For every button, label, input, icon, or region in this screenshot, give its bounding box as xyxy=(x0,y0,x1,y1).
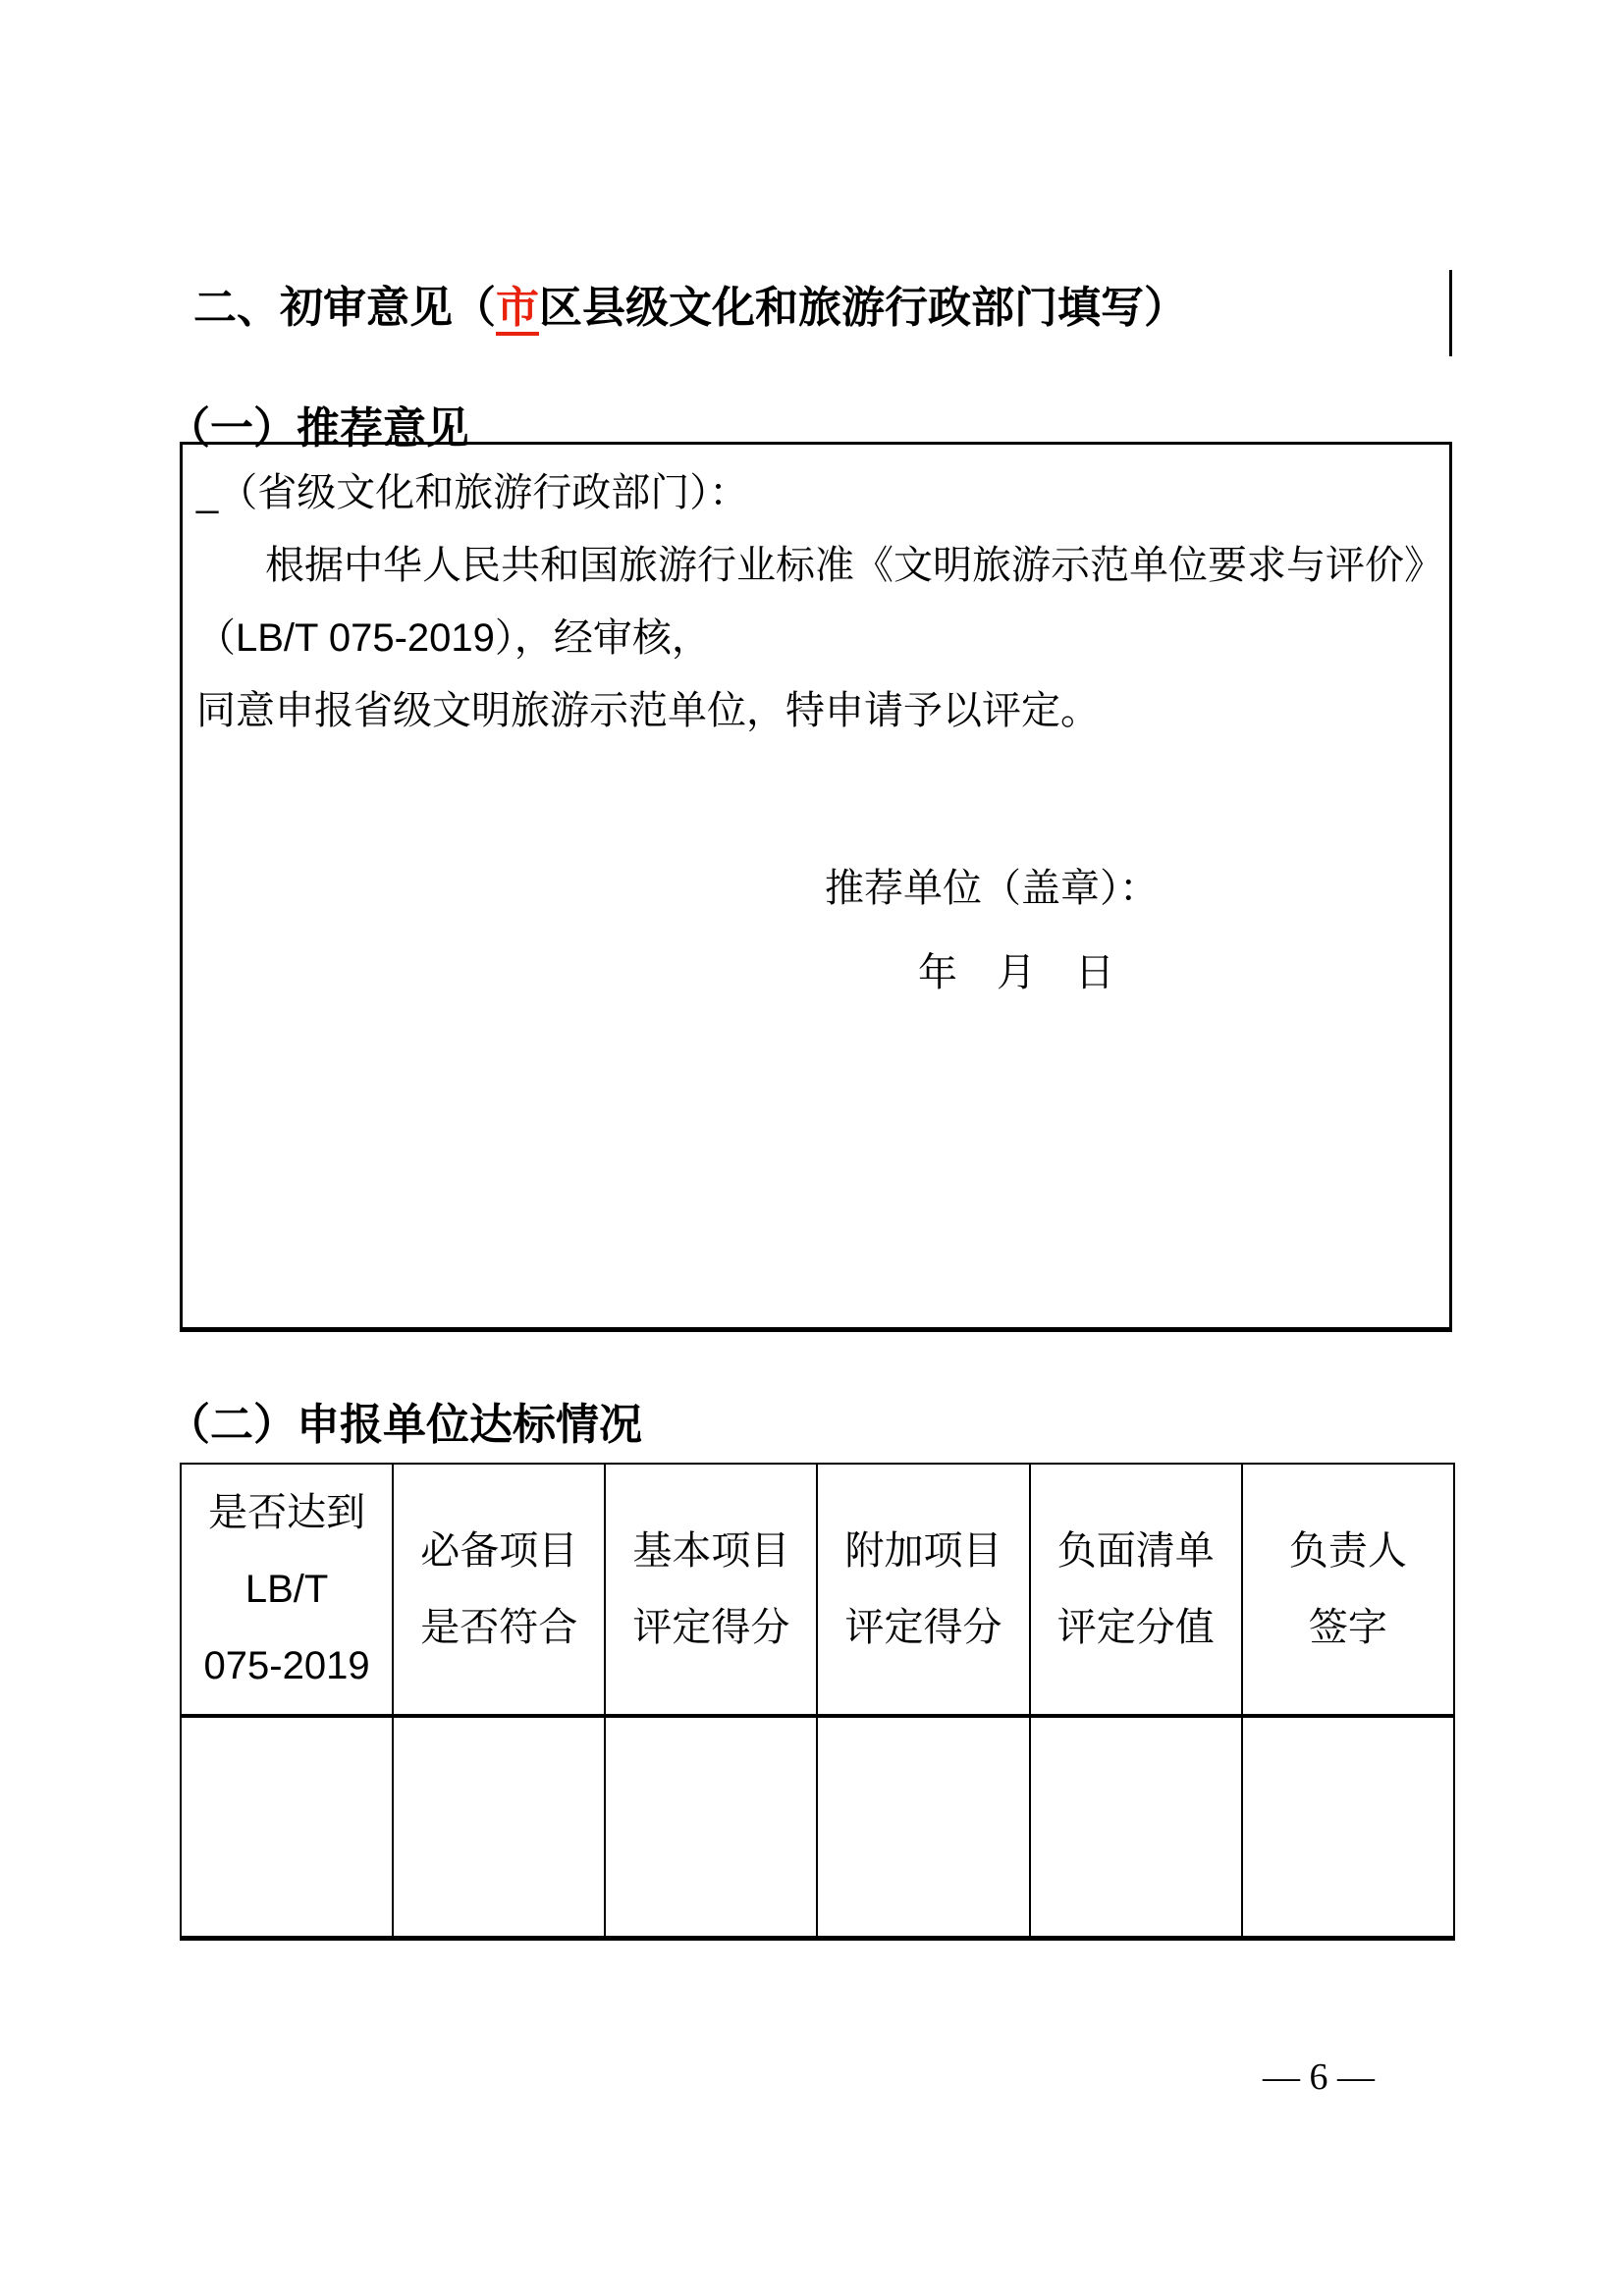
data-cell-standard[interactable] xyxy=(181,1716,393,1939)
compliance-table-data-row xyxy=(181,1716,1454,1939)
salutation-text: （省级文化和旅游行政部门）： xyxy=(218,471,749,514)
compliance-table-header-row xyxy=(181,1464,1454,1716)
header-line: 评定得分 xyxy=(844,1606,1002,1649)
header-line: 评定分值 xyxy=(1056,1606,1215,1649)
header-cell-basic-items xyxy=(605,1464,817,1716)
data-cell-basic-items[interactable] xyxy=(605,1716,817,1939)
section-heading-suffix: 区县级文化和旅游行政部门填写） xyxy=(539,284,1187,332)
recommendation-box xyxy=(180,442,1452,1332)
header-line: 075-2019 xyxy=(203,1644,370,1687)
section-heading xyxy=(193,283,1187,336)
header-line: LB/T xyxy=(244,1568,329,1611)
stamp-label: 推荐单位（盖章）： xyxy=(825,867,1159,910)
header-line: 是否符合 xyxy=(420,1606,578,1649)
header-line: 负责人 xyxy=(1288,1529,1407,1573)
fill-in-blank[interactable]: _ xyxy=(196,471,219,514)
revision-mark-bar xyxy=(1449,270,1452,356)
subsection-heading-recommendation: （一）推荐意见 xyxy=(167,404,469,453)
header-cell-signature xyxy=(1242,1464,1454,1716)
header-line: 基本项目 xyxy=(632,1529,790,1573)
data-cell-signature[interactable] xyxy=(1242,1716,1454,1939)
body-line-3: 同意申报省级文明旅游示范单位，特申请予以评定。 xyxy=(196,689,1100,732)
header-line: 签字 xyxy=(1308,1606,1387,1649)
salutation-line xyxy=(196,456,1449,529)
header-line: 必备项目 xyxy=(420,1529,578,1573)
body-line-1: 根据中华人民共和国旅游行业标准《文明旅游示范单位要求与评价》 xyxy=(265,544,1443,587)
header-cell-additional-items xyxy=(817,1464,1029,1716)
header-line: 评定得分 xyxy=(632,1606,790,1649)
subsection-heading-compliance: （二）申报单位达标情况 xyxy=(167,1401,642,1449)
header-line: 是否达到 xyxy=(208,1491,366,1534)
header-cell-required-items xyxy=(393,1464,605,1716)
section-heading-red-char: 市 xyxy=(496,286,539,336)
spacer xyxy=(196,747,1449,852)
header-cell-negative-list xyxy=(1030,1464,1242,1716)
compliance-table xyxy=(180,1463,1455,1941)
header-line: 负面清单 xyxy=(1056,1529,1215,1573)
date-label: 年 月 日 xyxy=(918,951,1114,994)
data-cell-additional-items[interactable] xyxy=(817,1716,1029,1939)
body-line-2: （LB/T 075-2019），经审核， xyxy=(196,616,711,660)
page-number: — 6 — xyxy=(1263,2056,1375,2098)
section-heading-prefix: 二、初审意见（ xyxy=(193,284,496,332)
data-cell-required-items[interactable] xyxy=(393,1716,605,1939)
header-cell-standard xyxy=(181,1464,393,1716)
data-cell-negative-list[interactable] xyxy=(1030,1716,1242,1939)
header-line: 附加项目 xyxy=(844,1529,1002,1573)
